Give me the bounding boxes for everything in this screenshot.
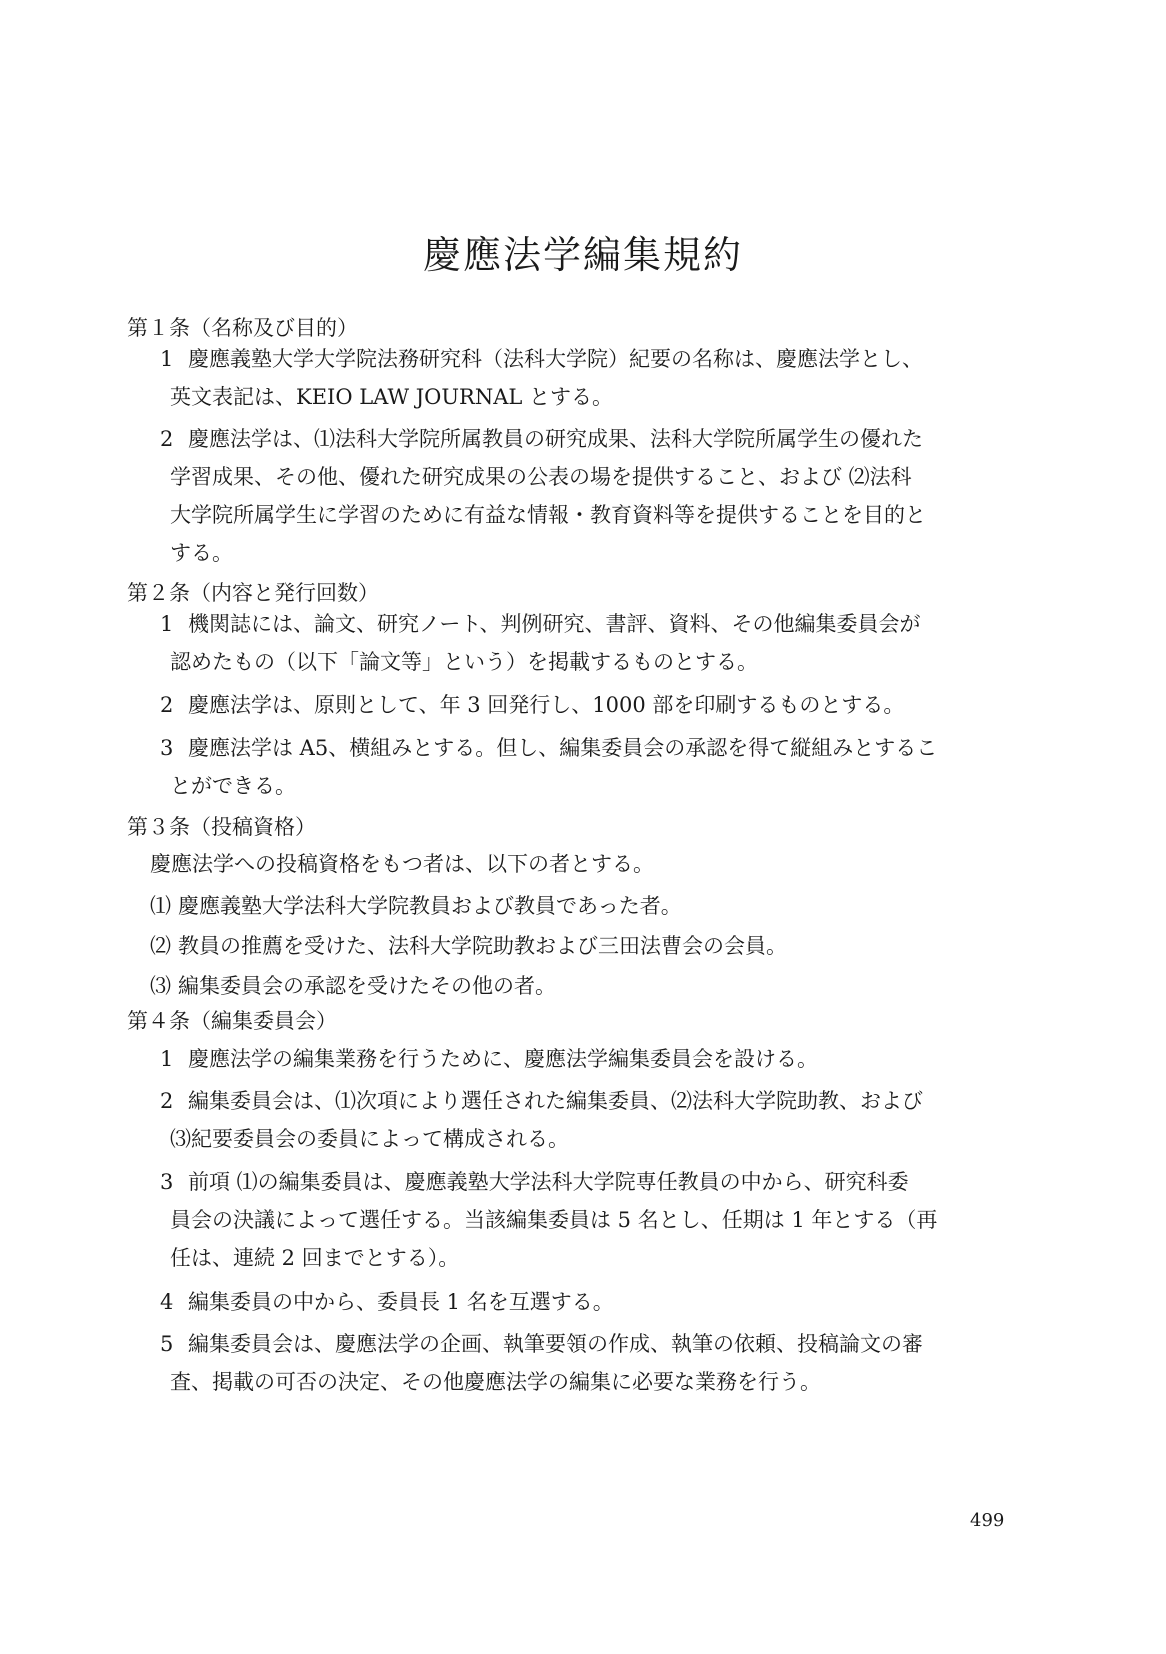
item-number: 2 bbox=[160, 427, 174, 451]
paragraph-line: ⑴ 慶應義塾大学法科大学院教員および教員であった者。 bbox=[150, 887, 682, 925]
paragraph-line: ⑶紀要委員会の委員によって構成される。 bbox=[170, 1127, 569, 1151]
article-2-item-1 bbox=[160, 605, 920, 681]
article-3-item-3 bbox=[150, 967, 556, 1005]
paragraph-line: 学習成果、その他、優れた研究成果の公表の場を提供すること、および ⑵法科 bbox=[170, 465, 912, 489]
paragraph-line: 5 編集委員会は、慶應法学の企画、執筆要領の作成、執筆の依頼、投稿論文の審 bbox=[160, 1325, 923, 1363]
article-1-heading: 第１条（名称及び目的） bbox=[127, 316, 358, 340]
article-1-item-1 bbox=[160, 340, 923, 416]
paragraph-line: 員会の決議によって選任する。当該編集委員は 5 名とし、任期は 1 年とする（再 bbox=[170, 1208, 938, 1232]
item-number: ⑴ bbox=[150, 894, 171, 918]
paragraph-line: 任は、連続 2 回までとする）。 bbox=[170, 1246, 460, 1270]
paragraph-line: 2 慶應法学は、⑴法科大学院所属教員の研究成果、法科大学院所属学生の優れた bbox=[160, 420, 926, 458]
article-4-item-1 bbox=[160, 1040, 818, 1078]
article-4-item-2 bbox=[160, 1082, 923, 1158]
paragraph-line: する。 bbox=[170, 541, 233, 565]
paragraph-line: 3 慶應法学は A5、横組みとする。但し、編集委員会の承認を得て縦組みとするこ bbox=[160, 729, 937, 767]
paragraph-line: 2 編集委員会は、⑴次項により選任された編集委員、⑵法科大学院助教、および bbox=[160, 1082, 923, 1120]
paragraph-line: ⑶ 編集委員会の承認を受けたその他の者。 bbox=[150, 967, 556, 1005]
item-number: 3 bbox=[160, 1170, 174, 1194]
article-1-item-2 bbox=[160, 420, 926, 572]
paragraph-line: 1 慶應法学の編集業務を行うために、慶應法学編集委員会を設ける。 bbox=[160, 1040, 818, 1078]
paragraph-line: 認めたもの（以下「論文等」という）を掲載するものとする。 bbox=[170, 650, 758, 674]
article-3-item-2 bbox=[150, 927, 787, 965]
article-4-item-5 bbox=[160, 1325, 923, 1401]
item-number: 4 bbox=[160, 1290, 174, 1314]
article-4-item-3 bbox=[160, 1163, 937, 1277]
item-number: ⑶ bbox=[150, 974, 171, 998]
paragraph-line: ⑵ 教員の推薦を受けた、法科大学院助教および三田法曹会の会員。 bbox=[150, 927, 787, 965]
article-4-item-4 bbox=[160, 1283, 614, 1321]
item-number: ⑵ bbox=[150, 934, 171, 958]
article-2-item-2 bbox=[160, 686, 904, 724]
paragraph-line: 1 機関誌には、論文、研究ノート、判例研究、書評、資料、その他編集委員会が bbox=[160, 605, 920, 643]
item-number: 2 bbox=[160, 693, 174, 717]
paragraph-line: とができる。 bbox=[170, 774, 296, 798]
article-4-heading: 第４条（編集委員会） bbox=[127, 1009, 337, 1033]
article-2-heading: 第２条（内容と発行回数） bbox=[127, 581, 379, 605]
paragraph-line: 1 慶應義塾大学大学院法務研究科（法科大学院）紀要の名称は、慶應法学とし、 bbox=[160, 340, 923, 378]
item-number: 3 bbox=[160, 736, 174, 760]
item-number: 2 bbox=[160, 1089, 174, 1113]
item-number: 5 bbox=[160, 1332, 174, 1356]
paragraph-line: 3 前項 ⑴の編集委員は、慶應義塾大学法科大学院専任教員の中から、研究科委 bbox=[160, 1163, 937, 1201]
article-3-heading: 第３条（投稿資格） bbox=[127, 815, 316, 839]
paragraph-line: 2 慶應法学は、原則として、年 3 回発行し、1000 部を印刷するものとする。 bbox=[160, 686, 904, 724]
item-number: 1 bbox=[160, 347, 174, 371]
paragraph-line: 査、掲載の可否の決定、その他慶應法学の編集に必要な業務を行う。 bbox=[170, 1370, 821, 1394]
item-number: 1 bbox=[160, 1047, 174, 1071]
article-3-intro: 慶應法学への投稿資格をもつ者は、以下の者とする。 bbox=[150, 852, 654, 876]
item-number: 1 bbox=[160, 612, 174, 636]
page-title: 慶應法学編集規約 bbox=[422, 233, 743, 277]
paragraph-line: 英文表記は、KEIO LAW JOURNAL とする。 bbox=[170, 385, 614, 409]
article-2-item-3 bbox=[160, 729, 937, 805]
page-number: 499 bbox=[970, 1510, 1005, 1531]
article-3-item-1 bbox=[150, 887, 682, 925]
paragraph-line: 大学院所属学生に学習のために有益な情報・教育資料等を提供することを目的と bbox=[170, 503, 926, 527]
paragraph-line: 4 編集委員の中から、委員長 1 名を互選する。 bbox=[160, 1283, 614, 1321]
